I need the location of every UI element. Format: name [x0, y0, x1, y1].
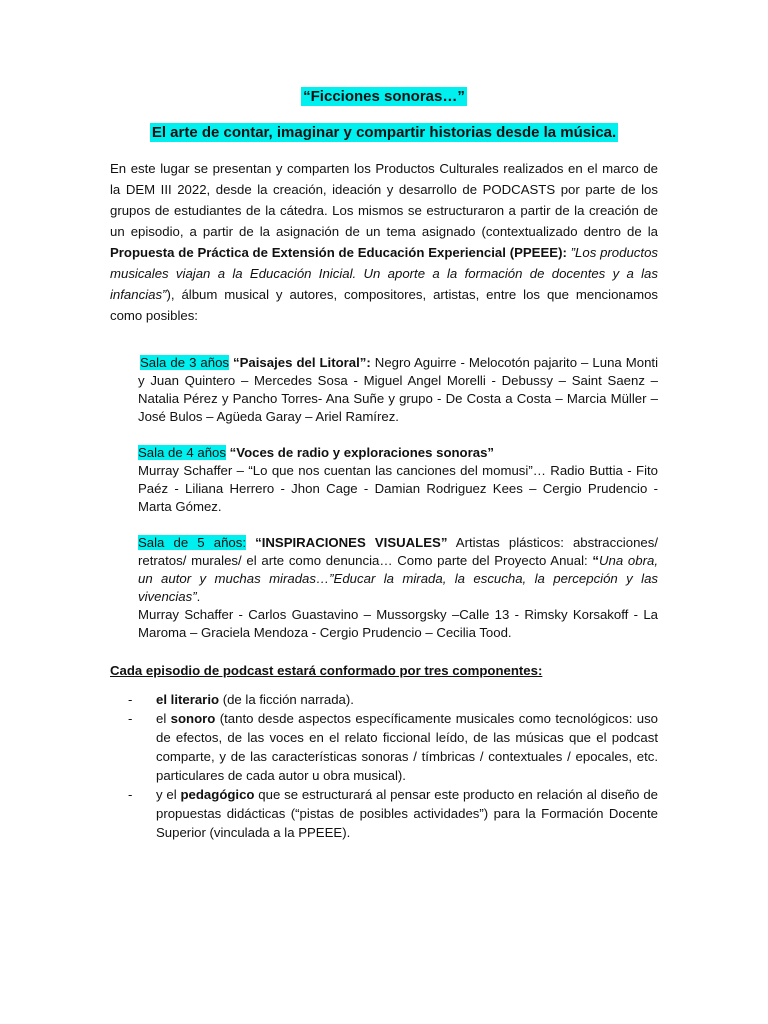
document-subtitle — [0, 122, 768, 144]
component-name: pedagógico — [180, 787, 255, 802]
intro-bold-ppeee: Propuesta de Práctica de Extensión de Educación Experiencial — [110, 245, 506, 260]
sala-4-title: “Voces de radio y exploraciones sonoras” — [226, 445, 494, 460]
list-dash: - — [128, 711, 133, 726]
list-dash: - — [128, 787, 133, 802]
components-list — [110, 690, 658, 842]
episodes-heading: Cada episodio de podcast estará conformado por tres componentes: — [110, 663, 543, 678]
subtitle-highlight: El arte de contar, imaginar y compartir historias desde la música. — [151, 124, 617, 141]
list-item — [110, 785, 658, 842]
sala-3-title: “Paisajes del Litoral”: — [229, 355, 371, 370]
component-name: sonoro — [170, 711, 216, 726]
sala-3-label: Sala de 3 años — [140, 355, 230, 370]
sala-3-block — [138, 354, 658, 426]
component-prefix: y el — [156, 787, 181, 802]
sala-5-description: Artistas plásticos: abstracciones/ retratos/ murales/ el arte como denuncia… Como parte del Proyecto Anual: — [138, 535, 658, 568]
intro-italic-quote: ”Los productos musicales viajan a la Educación Inicial. Un aporte a la formación de docentes y a las infancias” — [110, 245, 658, 302]
sala-4-artists: Murray Schaffer – “Lo que nos cuentan las canciones del momusi”… Radio Buttia - Fito Paéz - Liliana Herrero - Jhon Cage - Damian Rodriguez Kees – Cergio Prudencio - Marta Gómez. — [138, 463, 658, 514]
component-desc: que se estructurará al pensar este producto en relación al diseño de propuestas didácticas (“pistas de posibles actividades”) para la Formación Docente Superior (vinculada a la PPEEE). — [156, 787, 658, 840]
sala-5-period: . — [196, 589, 201, 604]
sala-5-title: “INSPIRACIONES VISUALES” — [246, 535, 448, 550]
intro-text-1: En este lugar se presentan y comparten los Productos Culturales realizados en el marco de la DEM III 2022, desde la creación, ideación y desarrollo de PODCASTS por parte de los grupos de estudiantes de la cátedra. Los mismos se estructuraron a partir de la creación de un episodio, a partir de la asignación de un tema asignado (contextualizado dentro de la — [110, 161, 658, 239]
sala-4-block — [138, 444, 658, 516]
list-item — [110, 690, 658, 709]
intro-text-3: ), álbum musical y autores, compositores, artistas, entre los que mencionamos como posibles: — [110, 287, 658, 323]
sala-5-label: Sala de 5 años: — [138, 535, 246, 550]
document-title — [0, 86, 768, 108]
component-name: el literario — [156, 692, 220, 707]
component-prefix: el — [156, 711, 171, 726]
sala-5-artists: Murray Schaffer - Carlos Guastavino – Mussorgsky –Calle 13 - Rimsky Korsakoff - La Maroma – Graciela Mendoza - Cergio Prudencio – Cecilia Tood. — [138, 607, 658, 640]
component-desc: (tanto desde aspectos específicamente musicales como tecnológicos: uso de efectos, de las voces en el relato ficcional leído, de las músicas que el podcast comparte, y de las características sonoras / tímbricas / contextuales / epocales, etc. particulares de cada autor u obra musical). — [156, 711, 658, 783]
sala-5-project-quote: Una obra, un autor y muchas miradas…”Educar la mirada, la escucha, la percepción y las vivencias” — [138, 553, 658, 604]
sala-4-label: Sala de 4 años — [138, 445, 226, 460]
list-dash: - — [128, 692, 133, 707]
sala-3-artists: Negro Aguirre - Melocotón pajarito – Luna Monti y Juan Quintero – Mercedes Sosa - Miguel Angel Morelli - Debussy – Saint Saenz – Natalia Pérez y Pancho Torres- Ana Suñe y grupo - De Costa a Costa – Marcia Müller – José Bulos – Agüeda Garay – Ariel Ramírez. — [138, 355, 658, 424]
list-item — [110, 709, 658, 785]
sala-5-block — [138, 534, 658, 642]
component-desc: (de la ficción narrada). — [219, 692, 354, 707]
intro-text-2: (PPEEE): — [505, 245, 571, 260]
sala-5-quote-open: “ — [592, 553, 600, 568]
intro-paragraph — [110, 158, 658, 326]
title-highlight: “Ficciones sonoras…” — [303, 88, 465, 105]
